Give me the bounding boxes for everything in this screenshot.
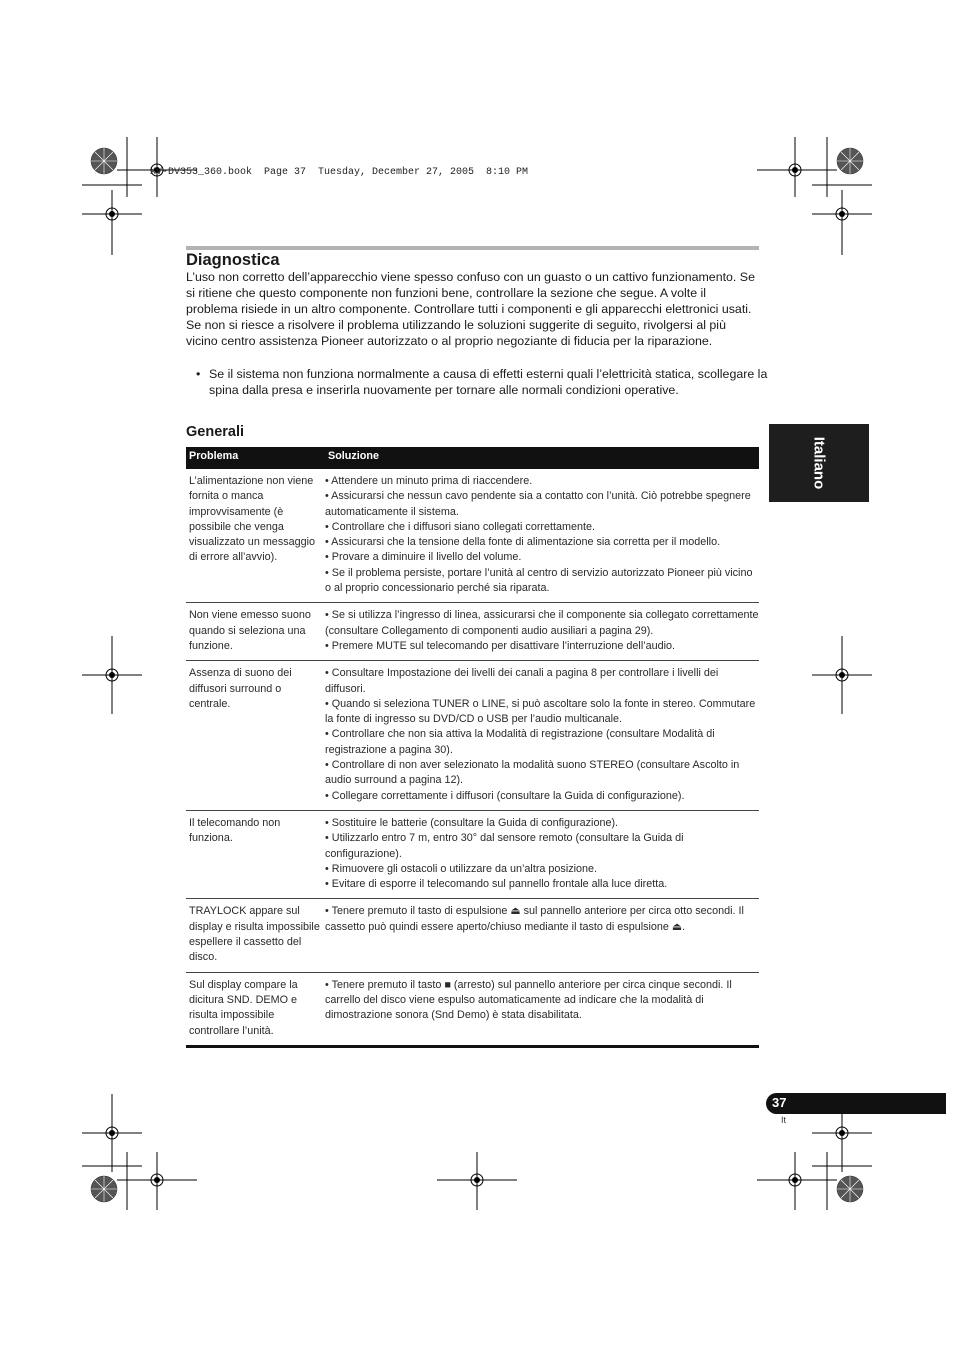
page-title: Diagnostica <box>186 251 280 269</box>
solution-cell <box>325 904 759 965</box>
table-row <box>186 661 759 811</box>
solution-line: • Tenere premuto il tasto di espulsione ⏏ sul pannello anteriore per circa otto secondi. Il cassetto può quindi essere aperto/chiuso mediante il tasto di espulsione ⏏. <box>325 905 744 933</box>
table-row <box>186 469 759 603</box>
solution-cell <box>325 608 759 654</box>
solution-line: • Rimuovere gli ostacoli o utilizzare da un’altra posizione. <box>325 862 598 875</box>
table-row <box>186 811 759 899</box>
solution-line: • Provare a diminuire il livello del volume. <box>325 551 522 564</box>
language-side-tab <box>769 424 869 502</box>
language-tab-label: Italiano <box>810 436 828 490</box>
header-solution: Soluzione <box>328 450 379 462</box>
bullet-note <box>196 366 769 398</box>
solution-line: • Controllare che non sia attiva la Modalità di registrazione (consultare Modalità di registrazione a pagina 30). <box>325 728 715 756</box>
bullet-icon: • <box>196 367 201 381</box>
solution-line: • Controllare di non aver selezionato la modalità suono STEREO (consultare Ascolto in audio surround a pagina 12). <box>325 759 740 787</box>
table-row <box>186 603 759 661</box>
solution-line: • Premere MUTE sul telecomando per disattivare l’interruzione dell’audio. <box>325 639 676 652</box>
solution-cell <box>325 666 759 804</box>
solution-line: • Quando si seleziona TUNER o LINE, si può ascoltare solo la fonte in stereo. Commutare la fonte di ingresso su DVD/CD o USB per l’audio multicanale. <box>325 697 756 726</box>
solution-line: • Assicurarsi che la tensione della fonte di alimentazione sia corretta per il modello. <box>325 536 721 549</box>
page-number-badge <box>766 1093 946 1114</box>
solution-cell <box>325 816 759 892</box>
problem-cell: Assenza di suono dei diffusori surround o centrale. <box>189 667 292 710</box>
bullet-text: Se il sistema non funziona normalmente a causa di effetti esterni quali l’elettricità statica, scollegare la spina dalla presa e inserirla nuovamente per tornare alle normali condizioni operative. <box>209 367 768 397</box>
solution-line: • Assicurarsi che nessun cavo pendente sia a contatto con l’unità. Ciò potrebbe spegnere automaticamente il sistema. <box>325 490 751 518</box>
solution-line: • Sostituire le batterie (consultare la Guida di configurazione). <box>325 816 619 829</box>
problem-cell: Sul display compare la dicitura SND. DEMO e risulta impossibile controllare l’unità. <box>189 978 298 1037</box>
table-row <box>186 899 759 972</box>
section-title: Generali <box>186 424 245 440</box>
solution-line: • Collegare correttamente i diffusori (consultare la Guida di configurazione). <box>325 789 685 802</box>
title-rule <box>186 246 759 250</box>
solution-line: • Se si utilizza l’ingresso di linea, assicurarsi che il componente sia collegato correttamente (consultare Collegamento di componenti audio ausiliari a pagina 29). <box>325 609 759 637</box>
problem-cell: L’alimentazione non viene fornita o manca improvvisamente (è possibile che venga visualizzato un messaggio di errore all’avvio). <box>189 475 316 564</box>
language-code: It <box>781 1115 787 1125</box>
problem-cell: TRAYLOCK appare sul display e risulta impossibile espellere il cassetto del disco. <box>189 905 320 964</box>
troubleshooting-table <box>186 447 759 1048</box>
solution-line: • Consultare Impostazione dei livelli dei canali a pagina 8 per controllare i livelli dei diffusori. <box>325 667 719 695</box>
solution-line: • Evitare di esporre il telecomando sul pannello frontale alla luce diretta. <box>325 878 668 891</box>
print-header: XV-DV353_360.book Page 37 Tuesday, December 27, 2005 8:10 PM <box>150 167 529 178</box>
table-header <box>186 447 759 469</box>
solution-line: • Attendere un minuto prima di riaccendere. <box>325 475 533 487</box>
intro-paragraph: L’uso non corretto dell’apparecchio viene spesso confuso con un guasto o un cattivo funzionamento. Se si ritiene che questo componente non funzioni bene, controllare la sezione che segue. A volte il problema risiede in un altro componente. Controllare tutti i componenti e gli apparecchi elettronici usati. Se non si riesce a risolvere il problema utilizzando le soluzioni suggerite di seguito, rivolgersi al più vicino centro assistenza Pioneer autorizzato o al proprio negoziante di fiducia per la riparazione. <box>186 270 755 348</box>
problem-cell: Non viene emesso suono quando si seleziona una funzione. <box>189 609 311 652</box>
table-row <box>186 973 759 1048</box>
solution-line: • Se il problema persiste, portare l’unità al centro di servizio autorizzato Pioneer più vicino o al proprio concessionario perché sia riparata. <box>325 566 753 595</box>
solution-cell <box>325 474 759 596</box>
page-number: 37 <box>772 1095 787 1110</box>
solution-line: • Utilizzarlo entro 7 m, entro 30° dal sensore remoto (consultare la Guida di configurazione). <box>325 832 684 860</box>
header-problem: Problema <box>189 450 239 462</box>
solution-line: • Tenere premuto il tasto ■ (arresto) sul pannello anteriore per circa cinque secondi. Il carrello del disco viene espulso automaticamente ad indicare che la modalità di dimostrazione sonora (Snd Demo) è stata disabilitata. <box>325 978 732 1022</box>
problem-cell: Il telecomando non funziona. <box>189 816 281 845</box>
solution-cell <box>325 978 759 1039</box>
solution-line: • Controllare che i diffusori siano collegati correttamente. <box>325 520 596 533</box>
